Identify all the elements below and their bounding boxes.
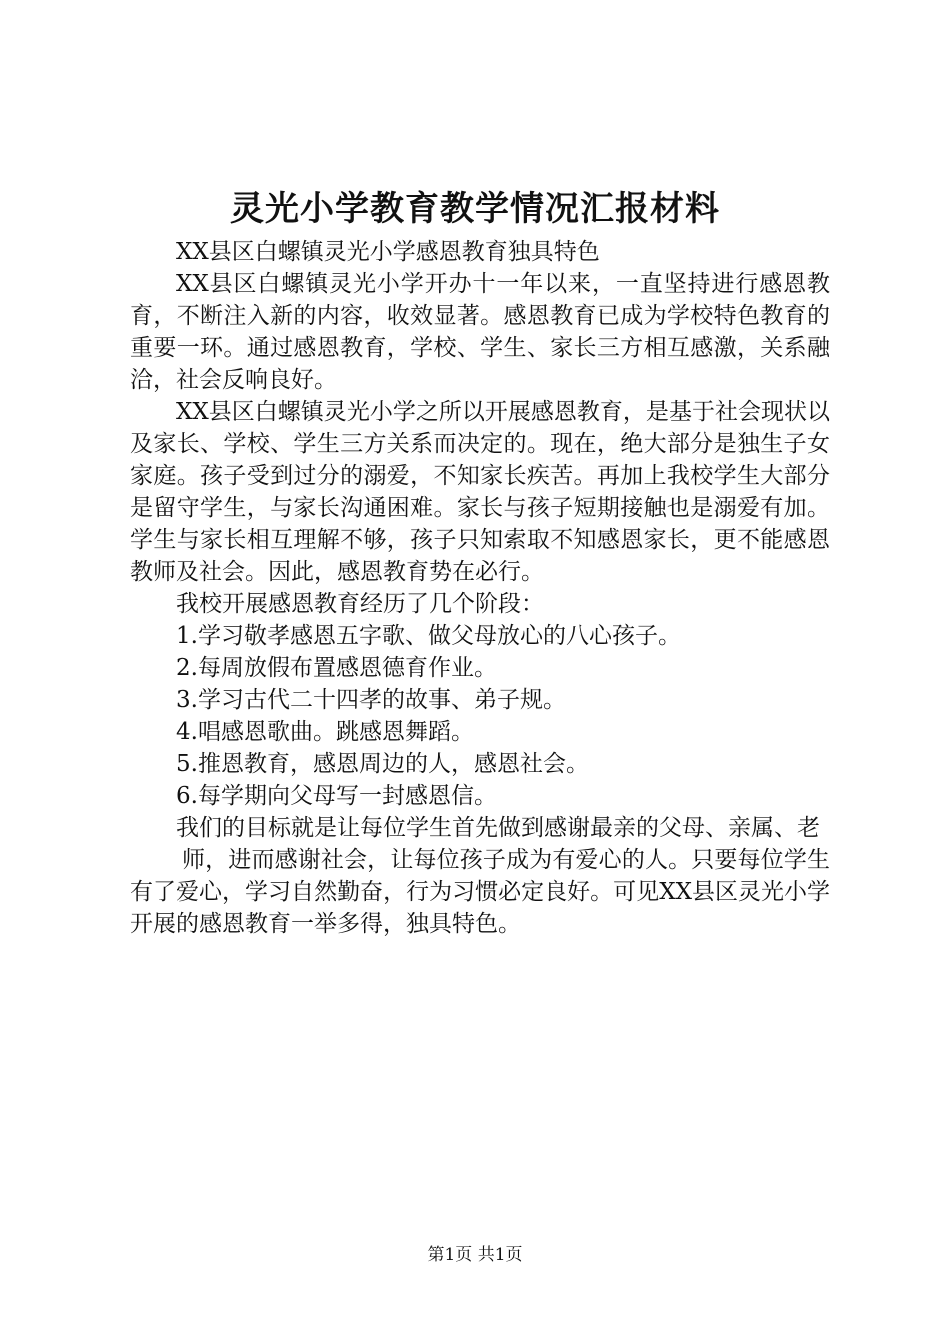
list-item: 3.学习古代二十四孝的故事、弟子规。 xyxy=(176,687,566,713)
list-item: 5.推恩教育，感恩周边的人，感恩社会。 xyxy=(176,751,589,777)
document-title: 灵光小学教育教学情况汇报材料 xyxy=(230,189,720,229)
document-body xyxy=(130,236,830,940)
body-paragraph: 师，进而感谢社会，让每位孩子成为有爱心的人。只要每位学生有了爱心，学习自然勤奋，行为习惯必定良好。可见XX县区灵光小学开展的感恩教育一举多得，独具特色。 xyxy=(130,847,830,937)
body-paragraph: XX县区白螺镇灵光小学之所以开展感恩教育，是基于社会现状以及家长、学校、学生三方关系而决定的。现在，绝大部分是独生子女家庭。孩子受到过分的溺爱，不知家长疾苦。再加上我校学生大部分是留守学生，与家长沟通困难。家长与孩子短期接触也是溺爱有加。学生与家长相互理解不够，孩子只知索取不知感恩家长，更不能感恩教师及社会。因此，感恩教育势在必行。 xyxy=(130,399,830,585)
list-item: 2.每周放假布置感恩德育作业。 xyxy=(176,655,497,681)
list-item: 1.学习敬孝感恩五字歌、做父母放心的八心孩子。 xyxy=(176,623,681,649)
list-item: 4.唱感恩歌曲。跳感恩舞蹈。 xyxy=(176,719,474,745)
body-paragraph: 我们的目标就是让每位学生首先做到感谢最亲的父母、亲属、老 xyxy=(176,815,820,841)
body-paragraph: XX县区白螺镇灵光小学开办十一年以来，一直坚持进行感恩教育，不断注入新的内容，收效显著。感恩教育已成为学校特色教育的重要一环。通过感恩教育，学校、学生、家长三方相互感激，关系融洽，社会反响良好。 xyxy=(130,271,830,393)
subtitle-paragraph: XX县区白螺镇灵光小学感恩教育独具特色 xyxy=(176,239,600,265)
page-footer: 第1页 共1页 xyxy=(427,1245,523,1265)
list-item: 6.每学期向父母写一封感恩信。 xyxy=(176,783,497,809)
body-paragraph: 我校开展感恩教育经历了几个阶段： xyxy=(176,591,544,617)
